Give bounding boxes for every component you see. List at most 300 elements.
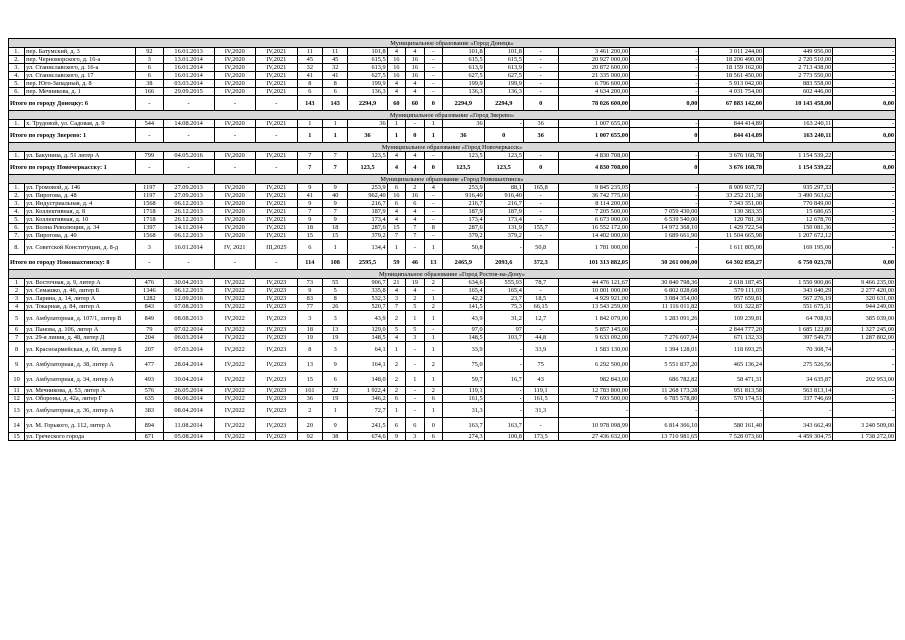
table-cell: 1 xyxy=(424,342,442,357)
table-cell: - xyxy=(406,240,424,255)
table-cell: 38 xyxy=(136,80,164,88)
table-cell: 580 161,40 xyxy=(699,418,764,433)
table-cell: 615,5 xyxy=(484,56,523,64)
table-cell: - xyxy=(630,240,699,255)
table-cell: 1718 xyxy=(136,216,164,224)
table-cell: 6 796 600,00 xyxy=(558,80,630,88)
table-cell: 1 xyxy=(387,120,405,128)
table-cell: 849 xyxy=(136,311,164,326)
total-cell: 36 xyxy=(348,128,387,143)
table-cell: 799 xyxy=(136,152,164,160)
table-cell: - xyxy=(833,120,896,128)
section-total-row xyxy=(9,160,896,175)
table-cell: 36 xyxy=(297,395,322,403)
table-row xyxy=(9,64,896,72)
table-cell: 120 781,30 xyxy=(699,216,764,224)
table-row xyxy=(9,56,896,64)
table-cell: ул. Обороны, д. 42а, литер Г xyxy=(25,395,136,403)
table-cell: 29.09.2015 xyxy=(163,88,214,96)
table-row xyxy=(9,303,896,311)
table-cell: 148,5 xyxy=(443,334,485,342)
total-cell: - xyxy=(214,128,256,143)
table-cell: 27.09.2013 xyxy=(163,192,214,200)
table-row xyxy=(9,152,896,160)
table-cell: 1 xyxy=(424,240,442,255)
table-cell: 173,4 xyxy=(443,216,485,224)
table-cell: 951 813,58 xyxy=(699,387,764,395)
table-cell: 36 742 775,00 xyxy=(558,192,630,200)
table-cell: IV, 2021 xyxy=(214,240,256,255)
total-cell: 372,3 xyxy=(523,255,558,270)
table-cell: - xyxy=(833,232,896,240)
table-cell: ул. Станиславского, д. 17 xyxy=(25,72,136,80)
table-cell: 36 xyxy=(348,120,387,128)
total-cell: 7 xyxy=(323,160,348,175)
table-cell: - xyxy=(484,403,523,418)
total-cell: 36 xyxy=(443,128,485,143)
total-cell: 123,5 xyxy=(484,160,523,175)
table-cell: IV,2020 xyxy=(214,184,256,192)
total-cell: 143 xyxy=(323,96,348,111)
total-cell: 36 xyxy=(523,128,558,143)
table-cell: 23,7 xyxy=(484,295,523,303)
table-cell: ул. Греческого города xyxy=(25,433,136,441)
table-cell: 6 xyxy=(323,372,348,387)
table-cell: - xyxy=(484,395,523,403)
total-cell: 3 676 168,78 xyxy=(699,160,764,175)
table-cell: - xyxy=(523,72,558,80)
table-cell: 08.04.2014 xyxy=(163,403,214,418)
table-cell: 9 845 235,05 xyxy=(558,184,630,192)
table-cell: 2 xyxy=(424,303,442,311)
table-cell: 27.09.2013 xyxy=(163,184,214,192)
table-cell: 2 713 438,00 xyxy=(764,64,833,72)
table-cell: 6. xyxy=(9,224,25,232)
table-cell: - xyxy=(764,403,833,418)
table-cell: IV,2023 xyxy=(256,279,298,287)
table-cell: 8 xyxy=(424,224,442,232)
table-cell: - xyxy=(833,403,896,418)
table-cell: 216,7 xyxy=(443,200,485,208)
table-cell: 1. xyxy=(9,184,25,192)
table-cell: ул. Амбулаторная, д. 36, литер А xyxy=(25,403,136,418)
total-cell: 143 xyxy=(297,96,322,111)
table-cell: 173,4 xyxy=(484,216,523,224)
table-cell: 123,5 xyxy=(348,152,387,160)
table-cell: 9 xyxy=(297,287,322,295)
table-cell: 883 558,00 xyxy=(764,80,833,88)
table-cell: IV,2022 xyxy=(214,372,256,387)
table-cell: 16 xyxy=(387,64,405,72)
table-cell: 6 785 578,80 xyxy=(630,395,699,403)
table-cell: 4 xyxy=(387,334,405,342)
table-cell: 7 xyxy=(297,152,322,160)
table-cell: IV,2023 xyxy=(256,403,298,418)
table-cell: 16.01.2014 xyxy=(163,72,214,80)
table-cell: 8 xyxy=(323,80,348,88)
table-cell: 1 xyxy=(424,334,442,342)
table-cell: 204 xyxy=(136,334,164,342)
table-cell: 16.01.2014 xyxy=(163,240,214,255)
table-cell: 130 383,35 xyxy=(699,208,764,216)
table-cell: - xyxy=(484,342,523,357)
table-cell: 2 277 420,00 xyxy=(833,287,896,295)
table-cell: ул. Семашко, д. 46, литер Б xyxy=(25,287,136,295)
table-cell: 476 xyxy=(136,279,164,287)
table-cell: - xyxy=(630,184,699,192)
table-cell: 613,9 xyxy=(443,64,485,72)
table-cell: ул. Пирогова, д. 40 xyxy=(25,232,136,240)
table-cell: 1568 xyxy=(136,200,164,208)
table-cell: 1 xyxy=(387,403,405,418)
table-cell: 5 913 042,00 xyxy=(699,80,764,88)
table-cell: - xyxy=(833,387,896,395)
table-cell: - xyxy=(833,72,896,80)
table-cell: - xyxy=(833,200,896,208)
table-cell: 31,3 xyxy=(443,403,485,418)
total-cell: 0 xyxy=(424,96,442,111)
table-cell: 41 xyxy=(297,72,322,80)
table-cell: IV,2022 xyxy=(214,342,256,357)
table-cell: - xyxy=(523,80,558,88)
table-cell: 15 xyxy=(323,232,348,240)
table-cell: 2 xyxy=(424,279,442,287)
table-cell: 7 059 430,00 xyxy=(630,208,699,216)
table-cell: 576 xyxy=(136,387,164,395)
table-cell: 4 xyxy=(387,287,405,295)
table-cell: 42,2 xyxy=(443,295,485,303)
table-cell: 2 720 510,00 xyxy=(764,56,833,64)
table-cell: 1 xyxy=(297,120,322,128)
table-cell: 241,5 xyxy=(348,418,387,433)
table-cell: х. Трудовой, ул. Садовая, д. 9 xyxy=(25,120,136,128)
table-cell: 36 xyxy=(443,120,485,128)
table-cell: IV,2021 xyxy=(256,120,298,128)
table-row xyxy=(9,287,896,295)
table-cell: 173,5 xyxy=(523,433,558,441)
total-cell: 0 xyxy=(406,128,424,143)
table-cell: 33,9 xyxy=(443,342,485,357)
table-cell: 33,9 xyxy=(523,342,558,357)
table-cell: 2 xyxy=(424,357,442,372)
table-cell: 75,0 xyxy=(443,357,485,372)
table-row xyxy=(9,120,896,128)
table-cell: 12.09.2016 xyxy=(163,295,214,303)
table-cell: IV,2023 xyxy=(256,418,298,433)
table-cell: 5 857 145,00 xyxy=(558,326,630,334)
table-cell: IV,2020 xyxy=(214,80,256,88)
table-cell: 3. xyxy=(9,64,25,72)
table-cell: - xyxy=(630,88,699,96)
table-cell: 982 843,00 xyxy=(558,372,630,387)
table-cell: 6 xyxy=(297,88,322,96)
table-cell: 686 782,82 xyxy=(630,372,699,387)
table-cell: 635 xyxy=(136,395,164,403)
table-cell: 199,9 xyxy=(484,80,523,88)
table-cell: 253,9 xyxy=(443,184,485,192)
table-cell: - xyxy=(424,152,442,160)
table-cell: ул. Пирогова, д. 48 xyxy=(25,192,136,200)
table-row xyxy=(9,342,896,357)
table-cell: - xyxy=(630,56,699,64)
table-row xyxy=(9,279,896,287)
table-cell: - xyxy=(406,120,424,128)
total-cell: 123,5 xyxy=(443,160,485,175)
table-cell: - xyxy=(630,120,699,128)
total-cell: 2465,9 xyxy=(443,255,485,270)
table-cell: 18 xyxy=(297,224,322,232)
table-cell: 1 xyxy=(424,372,442,387)
table-cell: 55 xyxy=(323,279,348,287)
table-cell: 1 xyxy=(424,311,442,326)
table-cell: ул. Коллективная, д. 10 xyxy=(25,216,136,224)
table-cell: 16 xyxy=(406,192,424,200)
table-cell: 43,9 xyxy=(443,311,485,326)
table-cell: 7 xyxy=(323,152,348,160)
table-cell: - xyxy=(833,395,896,403)
section-total-row xyxy=(9,128,896,143)
total-cell: - xyxy=(163,96,214,111)
table-cell: 16 xyxy=(406,64,424,72)
table-cell: 3. xyxy=(9,200,25,208)
table-cell: - xyxy=(484,240,523,255)
table-cell: 493 xyxy=(136,372,164,387)
table-cell: 8 xyxy=(9,342,25,357)
table-cell: IV,2023 xyxy=(256,311,298,326)
table-cell: 119,1 xyxy=(443,387,485,395)
table-cell: 9 xyxy=(297,216,322,224)
table-cell: 155,7 xyxy=(523,224,558,232)
table-cell: 16 xyxy=(406,72,424,80)
total-cell: 7 xyxy=(297,160,322,175)
table-cell: 4 031 754,00 xyxy=(699,88,764,96)
table-cell: - xyxy=(424,326,442,334)
table-cell: 1 583 130,00 xyxy=(558,342,630,357)
table-cell: 9 xyxy=(387,433,405,441)
table-cell: IV,2023 xyxy=(256,303,298,311)
table-cell: - xyxy=(630,192,699,200)
section-header-row xyxy=(9,270,896,279)
table-cell: 6 802 028,68 xyxy=(630,287,699,295)
table-cell: 615,5 xyxy=(348,56,387,64)
table-cell: 627,5 xyxy=(348,72,387,80)
table-cell: - xyxy=(523,64,558,72)
table-cell: IV,2022 xyxy=(214,295,256,303)
table-cell: - xyxy=(484,357,523,372)
table-cell: 3 084 354,00 xyxy=(630,295,699,303)
table-cell: 10 001 000,00 xyxy=(558,287,630,295)
table-cell: 7 343 351,00 xyxy=(699,200,764,208)
total-cell: 4 xyxy=(406,160,424,175)
table-cell: - xyxy=(523,88,558,96)
table-cell: 1 283 091,26 xyxy=(630,311,699,326)
table-row xyxy=(9,72,896,80)
table-cell: - xyxy=(523,192,558,200)
table-cell: 8 xyxy=(297,80,322,88)
table-cell: 16 xyxy=(406,56,424,64)
table-cell: 26.12.2013 xyxy=(163,208,214,216)
table-cell: 2 xyxy=(406,295,424,303)
table-cell: IV,2020 xyxy=(214,208,256,216)
table-cell: - xyxy=(523,56,558,64)
table-cell: IV,2023 xyxy=(256,287,298,295)
table-cell: 18 xyxy=(297,326,322,334)
table-cell: 41 xyxy=(323,72,348,80)
table-cell: 18,5 xyxy=(523,295,558,303)
table-cell: 101,8 xyxy=(484,48,523,56)
table-cell: 6 xyxy=(424,395,442,403)
table-cell: 7 528 073,60 xyxy=(699,433,764,441)
table-cell: 19 xyxy=(323,334,348,342)
table-row xyxy=(9,88,896,96)
table-cell: 11 xyxy=(297,48,322,56)
table-cell: 187,9 xyxy=(443,208,485,216)
total-cell: 123,5 xyxy=(348,160,387,175)
table-cell: 11.08.2014 xyxy=(163,418,214,433)
table-cell: 7 xyxy=(387,232,405,240)
total-cell: 67 883 142,00 xyxy=(699,96,764,111)
total-cell: 1 154 539,22 xyxy=(764,160,833,175)
table-cell: ул. Советской Конституции, д. 8-д xyxy=(25,240,136,255)
table-cell: IV,2020 xyxy=(214,224,256,232)
table-cell: ул. Станиславского, д. 16-а xyxy=(25,64,136,72)
table-cell: 7 xyxy=(406,224,424,232)
table-cell: 9 xyxy=(9,357,25,372)
table-cell: 141,5 xyxy=(443,303,485,311)
table-cell: 45 xyxy=(297,56,322,64)
total-cell: 0,00 xyxy=(833,160,896,175)
table-cell: 97 xyxy=(484,326,523,334)
table-cell: 1282 xyxy=(136,295,164,303)
table-cell: 13 543 259,00 xyxy=(558,303,630,311)
table-cell: 397 549,73 xyxy=(764,334,833,342)
table-cell: 30 840 798,36 xyxy=(630,279,699,287)
table-cell: 2. xyxy=(9,192,25,200)
table-row xyxy=(9,48,896,56)
table-cell: - xyxy=(833,56,896,64)
table-cell: 1 xyxy=(387,240,405,255)
total-cell: 108 xyxy=(323,255,348,270)
table-cell: IV,2022 xyxy=(214,287,256,295)
table-cell: 4 xyxy=(406,208,424,216)
table-cell: 1718 xyxy=(136,208,164,216)
table-cell: 44,8 xyxy=(523,334,558,342)
table-cell: ул. 29-я линия, д. 48, литер Д xyxy=(25,334,136,342)
table-cell: 06.12.2013 xyxy=(163,232,214,240)
table-cell: IV,2023 xyxy=(256,433,298,441)
table-cell: 2. xyxy=(9,56,25,64)
table-cell: 7. xyxy=(9,232,25,240)
table-cell: 118 693,25 xyxy=(699,342,764,357)
table-cell: 9 xyxy=(323,184,348,192)
table-cell: 15 xyxy=(387,224,405,232)
table-cell: 150 081,36 xyxy=(764,224,833,232)
table-cell: 1 842 079,00 xyxy=(558,311,630,326)
table-cell: 70 308,74 xyxy=(764,342,833,357)
table-row xyxy=(9,200,896,208)
table-cell: ул. Бакунина, д. 51 литер А xyxy=(25,152,136,160)
table-cell: 07.03.2014 xyxy=(163,342,214,357)
total-cell: 1 007 655,00 xyxy=(558,128,630,143)
table-cell: - xyxy=(424,64,442,72)
total-cell: 30 261 000,00 xyxy=(630,255,699,270)
table-cell: 50,8 xyxy=(523,240,558,255)
total-cell: 1 xyxy=(297,128,322,143)
table-cell: 379,2 xyxy=(484,232,523,240)
table-cell: 1 394 128,01 xyxy=(630,342,699,357)
table-cell: 770 849,00 xyxy=(764,200,833,208)
total-cell: 2294,9 xyxy=(484,96,523,111)
table-cell: 465 136,24 xyxy=(699,357,764,372)
table-cell: 449 956,00 xyxy=(764,48,833,56)
total-cell: - xyxy=(256,160,298,175)
section-total-row xyxy=(9,255,896,270)
total-cell: 0,00 xyxy=(630,96,699,111)
table-cell: IV,2020 xyxy=(214,232,256,240)
table-cell: IV,2021 xyxy=(256,192,298,200)
table-cell: - xyxy=(484,387,523,395)
table-cell: 216,7 xyxy=(484,200,523,208)
total-cell: - xyxy=(163,255,214,270)
table-cell: ул. Ларина, д. 14, литер А xyxy=(25,295,136,303)
table-cell: - xyxy=(833,216,896,224)
table-cell: 4 830 708,00 xyxy=(558,152,630,160)
table-cell: 92 xyxy=(136,48,164,56)
table-cell: ул. М. Горького, д. 112, литер А xyxy=(25,418,136,433)
table-cell: IV,2022 xyxy=(214,433,256,441)
table-cell: 33 252 211,38 xyxy=(699,192,764,200)
table-cell: 4 xyxy=(387,80,405,88)
table-cell: IV,2021 xyxy=(256,64,298,72)
table-cell: 1346 xyxy=(136,287,164,295)
table-cell: 4 xyxy=(406,152,424,160)
table-cell: 07.08.2013 xyxy=(163,303,214,311)
table-cell: 2 xyxy=(424,387,442,395)
table-cell: IV,2020 xyxy=(214,88,256,96)
table-cell: 6 xyxy=(424,433,442,441)
table-cell: 962,40 xyxy=(348,192,387,200)
table-cell: 165,4 xyxy=(443,287,485,295)
total-cell: 1 xyxy=(323,128,348,143)
table-cell: 31,3 xyxy=(523,403,558,418)
table-cell: 123,5 xyxy=(443,152,485,160)
table-cell: 1 007 655,00 xyxy=(558,120,630,128)
table-cell: 5 551 837,20 xyxy=(630,357,699,372)
table-cell: 8. xyxy=(9,240,25,255)
total-cell: 163 240,11 xyxy=(764,128,833,143)
table-cell: 385 039,00 xyxy=(833,311,896,326)
table-cell: IV,2022 xyxy=(214,326,256,334)
table-cell: 164,1 xyxy=(348,357,387,372)
table-cell: 77 xyxy=(297,303,322,311)
table-cell: 161,5 xyxy=(443,395,485,403)
table-cell: - xyxy=(630,48,699,56)
table-cell: 570 174,51 xyxy=(699,395,764,403)
table-cell: 335,8 xyxy=(348,287,387,295)
table-cell: IV,2023 xyxy=(256,357,298,372)
table-cell: - xyxy=(833,184,896,192)
total-cell: - xyxy=(163,128,214,143)
table-cell: 6 xyxy=(387,184,405,192)
table-cell: 9 xyxy=(297,184,322,192)
table-cell: 5 xyxy=(387,326,405,334)
total-cell: 2093,6 xyxy=(484,255,523,270)
table-cell: 5. xyxy=(9,216,25,224)
table-cell: 379,2 xyxy=(348,232,387,240)
table-row xyxy=(9,403,896,418)
table-cell: ул. Индустриальная, д. 4 xyxy=(25,200,136,208)
table-cell: 14 402 000,00 xyxy=(558,232,630,240)
